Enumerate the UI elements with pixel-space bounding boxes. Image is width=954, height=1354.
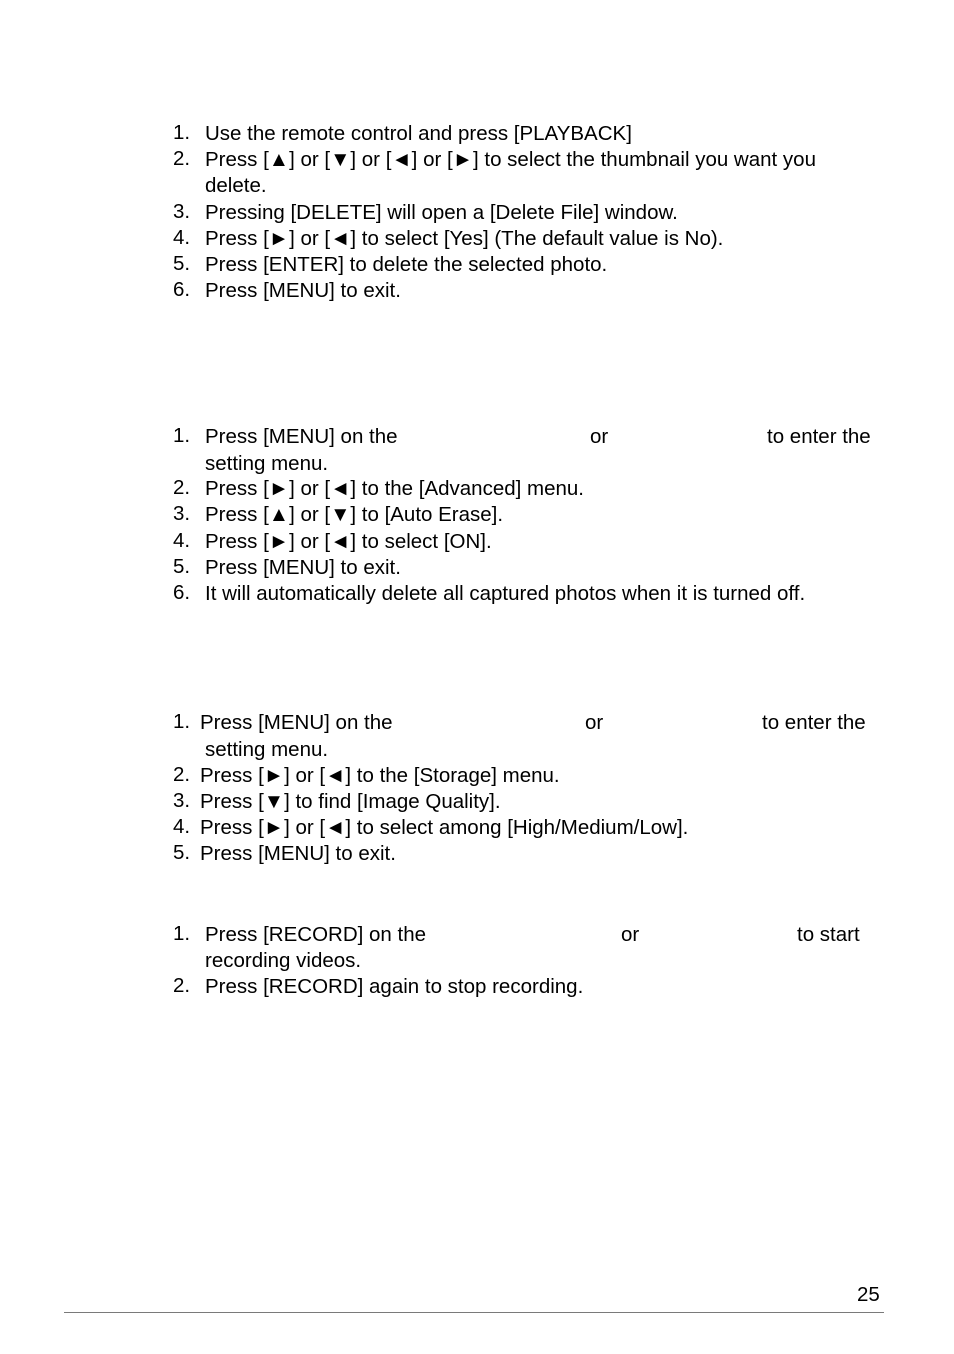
list-item: Press [MENU] to exit. <box>200 842 396 865</box>
list-item-part: or <box>621 923 640 946</box>
list-number: 1. <box>173 710 191 733</box>
list-item: Use the remote control and press [PLAYBACK] <box>205 122 632 145</box>
list-item-continuation: setting menu. <box>205 452 329 475</box>
list-item-continuation: delete. <box>205 174 267 197</box>
list-item: Press [►] or [◄] to select among [High/Medium/Low]. <box>200 816 689 839</box>
list-item-part: to enter the <box>767 425 871 448</box>
list-item-continuation: recording videos. <box>205 949 362 972</box>
list-number: 2. <box>173 476 191 499</box>
list-number: 4. <box>173 226 191 249</box>
list-item-part: Press [MENU] on the <box>205 425 398 448</box>
list-number: 3. <box>173 502 191 525</box>
list-item-part: Press [MENU] on the <box>200 711 393 734</box>
list-number: 1. <box>173 121 191 144</box>
list-item: Press [MENU] to exit. <box>205 279 401 302</box>
list-item: Press [▲] or [▼] or [◄] or [►] to select the thumbnail you want you <box>205 148 816 171</box>
list-item-part: or <box>585 711 604 734</box>
list-number: 3. <box>173 789 191 812</box>
list-item: Press [►] or [◄] to select [Yes] (The default value is No). <box>205 227 724 250</box>
list-item-part: Press [RECORD] on the <box>205 923 427 946</box>
list-number: 2. <box>173 147 191 170</box>
page-number: 25 <box>857 1283 880 1306</box>
list-item: Press [►] or [◄] to the [Storage] menu. <box>200 764 560 787</box>
list-item: Press [RECORD] again to stop recording. <box>205 975 584 998</box>
list-item-continuation: setting menu. <box>205 738 329 761</box>
list-item-part: or <box>590 425 609 448</box>
list-item: Press [ENTER] to delete the selected photo. <box>205 253 608 276</box>
list-item: It will automatically delete all captured photos when it is turned off. <box>205 582 806 605</box>
footer-divider <box>64 1312 884 1313</box>
list-item: Press [▼] to find [Image Quality]. <box>200 790 501 813</box>
list-number: 5. <box>173 841 191 864</box>
list-item: Press [►] or [◄] to the [Advanced] menu. <box>205 477 584 500</box>
list-number: 5. <box>173 252 191 275</box>
list-number: 2. <box>173 763 191 786</box>
list-number: 3. <box>173 200 191 223</box>
list-number: 6. <box>173 278 191 301</box>
list-number: 1. <box>173 922 191 945</box>
list-item: Press [►] or [◄] to select [ON]. <box>205 530 492 553</box>
list-number: 4. <box>173 815 191 838</box>
list-item: Pressing [DELETE] will open a [Delete File] window. <box>205 201 678 224</box>
list-number: 1. <box>173 424 191 447</box>
list-item: Press [MENU] to exit. <box>205 556 401 579</box>
list-item-part: to enter the <box>762 711 866 734</box>
list-number: 6. <box>173 581 191 604</box>
list-item: Press [▲] or [▼] to [Auto Erase]. <box>205 503 504 526</box>
list-number: 2. <box>173 974 191 997</box>
list-number: 4. <box>173 529 191 552</box>
list-number: 5. <box>173 555 191 578</box>
list-item-part: to start <box>797 923 860 946</box>
